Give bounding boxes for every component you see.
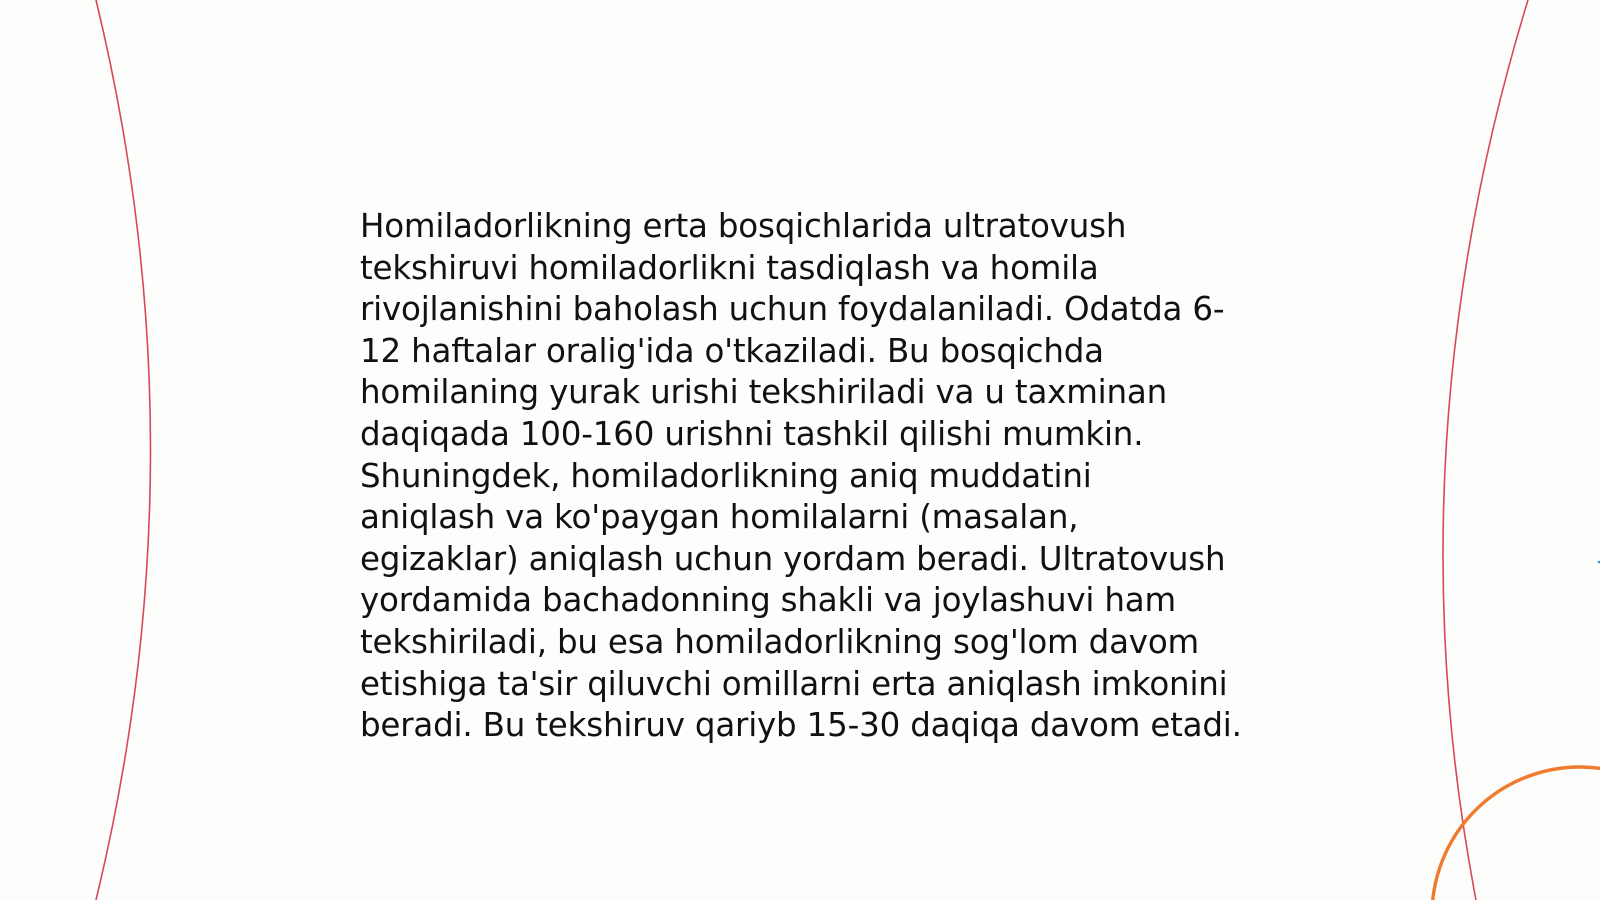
paragraph-line: 12 haftalar oralig'ida o'tkaziladi. Bu bosqichda	[360, 331, 1104, 370]
paragraph-line: tekshiriladi, bu esa homiladorlikning sog'lom davom	[360, 622, 1199, 661]
paragraph-line: egizaklar) aniqlash uchun yordam beradi. Ultratovush	[360, 539, 1226, 578]
paragraph-line: beradi. Bu tekshiruv qariyb 15-30 daqiqa davom etadi.	[360, 706, 1242, 745]
paragraph-line: rivojlanishini baholash uchun foydalaniladi. Odatda 6-	[360, 290, 1225, 329]
paragraph-line: daqiqada 100-160 urishni tashkil qilishi mumkin.	[360, 414, 1144, 453]
left-curved-line	[96, 0, 151, 900]
paragraph-line: homilaning yurak urishi tekshiriladi va u taxminan	[360, 373, 1167, 412]
paragraph-line: Shuningdek, homiladorlikning aniq muddatini	[360, 456, 1092, 495]
paragraph-line: yordamida bachadonning shakli va joylashuvi ham	[360, 581, 1176, 620]
right-curved-line	[1443, 0, 1528, 900]
paragraph-line: tekshiruvi homiladorlikni tasdiqlash va homila	[360, 248, 1099, 287]
paragraph-line: etishiga ta'sir qiluvchi omillarni erta aniqlash imkonini	[360, 664, 1228, 703]
body-paragraph	[360, 206, 1260, 747]
paragraph-line: Homiladorlikning erta bosqichlarida ultratovush	[360, 207, 1127, 245]
paragraph-line: aniqlash va ko'paygan homilalarni (masalan,	[360, 498, 1079, 537]
